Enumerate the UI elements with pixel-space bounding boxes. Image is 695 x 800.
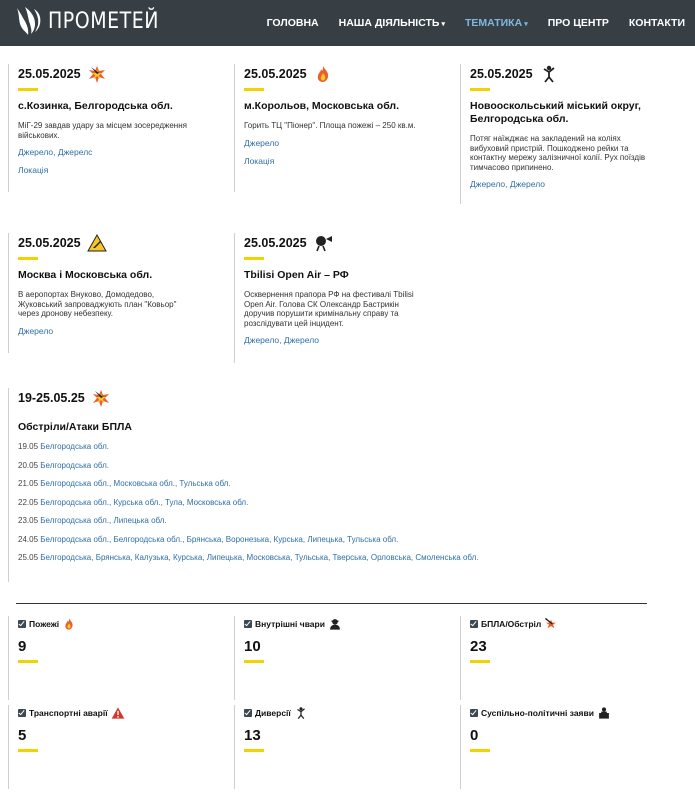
list-item — [18, 553, 648, 572]
event-date-row — [18, 388, 648, 408]
stat-card-transport[interactable] — [8, 705, 226, 789]
stat-label: БПЛА/Обстріл — [481, 619, 542, 629]
stat-label: Диверсії — [255, 708, 291, 718]
nav-about[interactable]: ПРО ЦЕНТР — [547, 17, 609, 29]
list-item — [18, 442, 648, 461]
stat-card-drones[interactable] — [460, 616, 688, 700]
region-links[interactable]: Белгородська, Брянська, Калузька, Курська, Липецька, Московська, Тульська, Тверська, Орловська, Смоленська обл. — [40, 553, 479, 562]
list-item — [18, 498, 648, 517]
event-date: 25.05.2025 — [18, 67, 81, 81]
protest-icon — [313, 233, 333, 253]
source-link[interactable]: Джерело — [244, 137, 280, 148]
checkbox-icon[interactable] — [18, 709, 26, 717]
list-item — [18, 461, 648, 480]
fire-icon — [313, 64, 333, 84]
event-card — [234, 233, 452, 363]
accent-bar — [470, 88, 490, 91]
stat-value: 0 — [470, 727, 479, 744]
accent-bar — [244, 88, 264, 91]
event-card — [234, 64, 452, 192]
event-date-row — [18, 233, 226, 253]
stat-label-row — [18, 616, 226, 632]
source-link[interactable]: Джерело — [244, 335, 280, 345]
event-date: 25.05.2025 — [18, 236, 81, 250]
nav-topics[interactable] — [465, 17, 528, 29]
event-card — [460, 64, 688, 204]
nav-activity-label: НАША ДІЯЛЬНІСТЬ — [338, 17, 440, 29]
day: 22.05 — [18, 497, 39, 507]
stat-label-row — [244, 705, 452, 721]
accent-bar — [244, 660, 264, 663]
list-item — [18, 535, 648, 554]
stat-value: 9 — [18, 638, 27, 655]
flame-logo-icon — [14, 6, 42, 36]
source-link[interactable]: Джерело — [283, 335, 319, 345]
week-date: 19-25.05.25 — [18, 391, 85, 405]
event-place: Москва і Московська обл. — [18, 269, 153, 281]
speaker-icon — [597, 706, 611, 720]
fire-icon — [62, 617, 76, 631]
list-item — [18, 516, 648, 535]
region-links[interactable]: Белгородська обл., Белгородська обл., Брянська, Воронезька, Курська, Липецька, Тульська обл. — [40, 534, 399, 544]
event-description: Потяг наїжджає на закладений на коліях вибуховий пристрій. Пошкоджено рейки та контактну мережу залізничної колії. Рух поїздів тимчасово припинено. — [470, 134, 646, 172]
event-date: 25.05.2025 — [244, 67, 307, 81]
nav-home[interactable]: ГОЛОВНА — [266, 17, 319, 29]
top-navigation-bar — [0, 0, 695, 46]
accent-bar — [18, 749, 38, 752]
stat-value: 23 — [470, 638, 487, 655]
section-divider — [16, 603, 647, 604]
source-link[interactable]: Джерело — [509, 179, 545, 189]
stat-label-row — [470, 705, 688, 721]
stat-card-internal-conflicts[interactable] — [234, 616, 452, 700]
day: 23.05 — [18, 516, 39, 525]
day: 19.05 — [18, 442, 39, 451]
event-sources — [18, 326, 226, 336]
stat-card-sabotage[interactable] — [234, 705, 452, 789]
stat-label-row — [244, 616, 452, 632]
event-description: В аеропортах Внуково, Домодедово, Жуковський запроваджують план "Ковьор" через дронову небезпеку. — [18, 290, 177, 318]
event-description: Осквернення прапора РФ на фестивалі Tbilisi Open Air. Голова СК Олександр Бастрикін доручив порушити кримінальну справу та розслідувати цей інцидент. — [244, 290, 414, 328]
stat-label: Транспортні аварії — [29, 708, 108, 718]
region-links[interactable]: Белгородська обл. — [40, 442, 110, 451]
event-place: с.Козинка, Белгородська обл. — [18, 100, 173, 112]
stat-value: 10 — [244, 638, 261, 655]
nav-activity[interactable] — [339, 17, 445, 29]
stat-label: Пожежі — [29, 619, 60, 629]
event-description: МіГ-29 завдав удару за місцем зосередження військових. — [18, 121, 187, 140]
checkbox-icon[interactable] — [244, 709, 252, 717]
saboteur-icon — [294, 706, 308, 720]
source-link[interactable]: Джерело — [470, 179, 506, 189]
week-title: Обстріли/Атаки БПЛА — [18, 421, 132, 433]
event-date: 25.05.2025 — [470, 67, 533, 81]
source-link[interactable]: Джерелс — [57, 147, 93, 157]
event-date-row — [244, 64, 452, 84]
chevron-down-icon: ▾ — [441, 21, 445, 28]
logo-text: ПРОМЕТЕЙ — [48, 8, 159, 34]
weekly-attacks-card — [8, 388, 648, 582]
event-date: 25.05.2025 — [244, 236, 307, 250]
day: 21.05 — [18, 479, 39, 488]
event-sources: Джерело, Джерело — [470, 179, 545, 189]
checkbox-icon[interactable] — [470, 709, 478, 717]
stat-label-row — [470, 616, 688, 632]
location-link[interactable]: Локація — [18, 165, 49, 175]
accent-bar — [244, 257, 264, 260]
event-card — [8, 64, 226, 192]
region-links[interactable]: Белгородська обл. — [40, 460, 110, 470]
chevron-down-icon: ▾ — [524, 21, 528, 28]
region-links[interactable]: Белгородська обл., Курська обл., Тула, Московська обл. — [40, 497, 249, 507]
main-menu — [257, 0, 695, 46]
region-links[interactable]: Белгородська обл., Липецька обл. — [40, 516, 167, 525]
day: 25.05 — [18, 553, 39, 562]
event-date-row — [18, 64, 226, 84]
site-logo[interactable] — [14, 4, 159, 38]
accent-bar — [470, 749, 490, 752]
day: 24.05 — [18, 534, 39, 544]
accent-bar — [470, 660, 490, 663]
event-place: м.Корольов, Московська обл. — [244, 100, 400, 112]
event-date-row — [470, 64, 688, 84]
stat-card-fires[interactable] — [8, 616, 226, 700]
weekly-header — [18, 388, 648, 408]
event-place: Новоoскольський міський округ, Белгородська обл. — [470, 100, 641, 125]
event-date-row — [244, 233, 452, 253]
event-place: Tbilisi Open Air – РФ — [244, 269, 349, 281]
person-icon — [328, 617, 342, 631]
explosion-plane-icon — [91, 388, 111, 408]
accent-bar — [18, 257, 38, 260]
checkbox-icon[interactable] — [470, 620, 478, 628]
event-card — [8, 233, 226, 353]
nav-topics-label: ТЕМАТИКА — [465, 17, 523, 29]
accent-bar — [18, 660, 38, 663]
accent-bar — [244, 749, 264, 752]
nav-contacts[interactable]: КОНТАКТИ — [628, 17, 685, 29]
saboteur-icon — [539, 64, 559, 84]
checkbox-icon[interactable] — [18, 620, 26, 628]
drone-icon — [544, 617, 558, 631]
stat-label: Суспільно-політичні заяви — [481, 708, 594, 718]
source-link[interactable]: Джерело — [18, 325, 54, 336]
stat-label-row — [18, 705, 226, 721]
event-sources: Джерело, Джерело — [244, 335, 319, 345]
stat-card-political-statements[interactable] — [460, 705, 688, 789]
checkbox-icon[interactable] — [244, 620, 252, 628]
region-links[interactable]: Белгородська обл., Московська обл., Тульська обл. — [40, 479, 231, 488]
accent-bar — [18, 88, 38, 91]
explosion-plane-icon — [87, 64, 107, 84]
warning-icon — [111, 706, 125, 720]
stat-value: 13 — [244, 727, 261, 744]
location-link[interactable]: Локація — [244, 155, 275, 166]
list-item — [18, 479, 648, 498]
event-sources: Джерело, Джерелс — [18, 147, 93, 157]
source-link[interactable]: Джерело — [18, 147, 54, 157]
stat-label: Внутрішні чвари — [255, 619, 325, 629]
event-description: Горить ТЦ "Піонер". Площа пожежі – 250 кв.м. — [244, 121, 416, 130]
day: 20.05 — [18, 460, 39, 470]
warning-plane-icon — [87, 233, 107, 253]
event-sources — [244, 138, 452, 148]
stat-value: 5 — [18, 727, 27, 744]
